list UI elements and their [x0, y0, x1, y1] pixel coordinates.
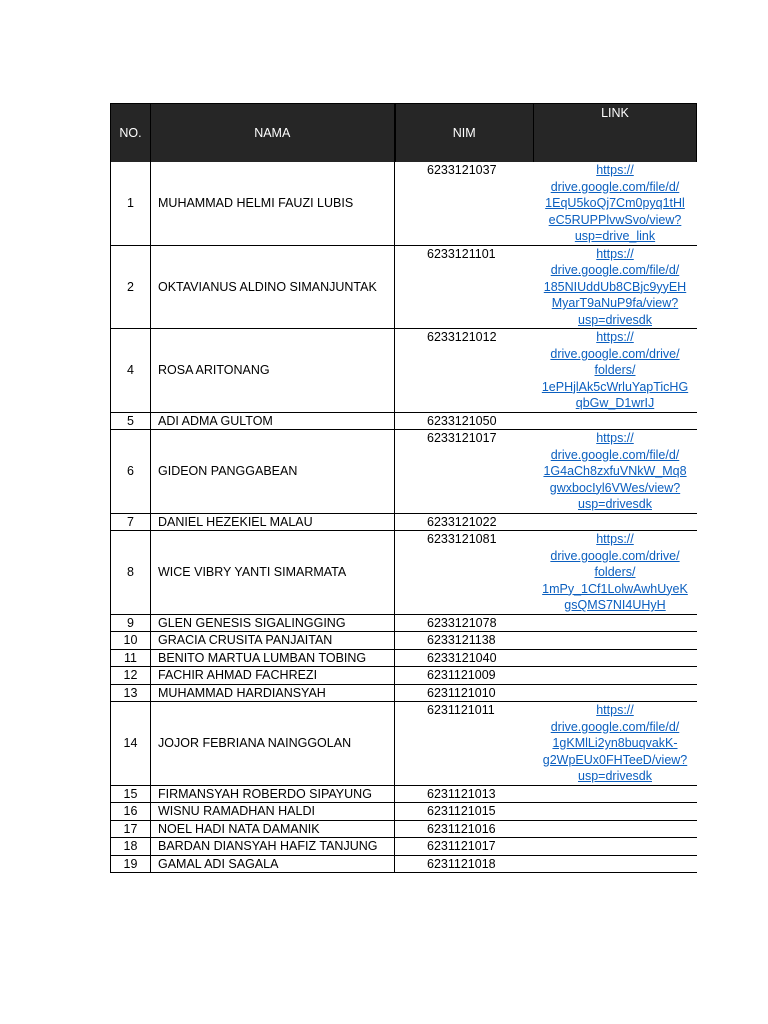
link-cell: [534, 855, 697, 873]
student-name: FIRMANSYAH ROBERDO SIPAYUNG: [151, 785, 395, 803]
drive-link[interactable]: [536, 162, 695, 245]
table-row: [111, 702, 697, 786]
table-row: [111, 614, 697, 632]
link-cell: [534, 162, 697, 245]
drive-link-line: usp=drivesdk: [578, 769, 652, 783]
drive-link-line: gwxbocIyl6VWes/view?: [549, 480, 681, 495]
drive-link-line: https://: [596, 163, 634, 177]
row-number: 17: [111, 820, 151, 838]
drive-link-line: https://: [596, 532, 634, 546]
table-row: [111, 649, 697, 667]
row-number: 18: [111, 838, 151, 856]
drive-link-line: folders/: [594, 363, 636, 377]
row-number: 11: [111, 649, 151, 667]
drive-link-line: MyarT9aNuP9fa/view?: [551, 296, 679, 310]
table-row: [111, 531, 697, 615]
link-cell: [534, 329, 697, 413]
student-name: FACHIR AHMAD FACHREZI: [151, 667, 395, 685]
student-name: GIDEON PANGGABEAN: [151, 430, 395, 514]
student-name: GAMAL ADI SAGALA: [151, 855, 395, 873]
drive-link-line: drive.google.com/file/d/: [550, 263, 680, 277]
student-nim: 6233121081: [395, 531, 534, 615]
drive-link[interactable]: [536, 531, 695, 614]
row-number: 13: [111, 684, 151, 702]
drive-link-line: folders/: [594, 565, 636, 579]
link-cell: [534, 531, 697, 615]
table-row: [111, 838, 697, 856]
student-name: BARDAN DIANSYAH HAFIZ TANJUNG: [151, 838, 395, 856]
drive-link-line: g2WpEUx0FHTeeD/view?: [542, 752, 688, 767]
student-name: MUHAMMAD HELMI FAUZI LUBIS: [151, 162, 395, 245]
table-row: [111, 803, 697, 821]
row-number: 7: [111, 513, 151, 531]
student-nim: 6231121010: [395, 684, 534, 702]
drive-link-line: usp=drivesdk: [578, 497, 652, 511]
student-nim: 6233121138: [395, 632, 534, 650]
table-row: [111, 667, 697, 685]
drive-link-line: usp=drivesdk: [578, 312, 652, 327]
student-name: BENITO MARTUA LUMBAN TOBING: [151, 649, 395, 667]
link-cell: [534, 684, 697, 702]
drive-link-line: 1G4aCh8zxfuVNkW_Mq8: [543, 464, 687, 478]
drive-link-line: gsQMS7NI4UHyH: [564, 598, 666, 612]
student-nim: 6231121013: [395, 785, 534, 803]
student-nim: 6231121016: [395, 820, 534, 838]
table-row: [111, 820, 697, 838]
drive-link-line: drive.google.com/drive/: [550, 548, 680, 563]
table-row: [111, 632, 697, 650]
student-name: GRACIA CRUSITA PANJAITAN: [151, 632, 395, 650]
table-row: [111, 785, 697, 803]
drive-link-line: 1gKMlLi2yn8buqvakK-: [552, 736, 678, 750]
student-name: GLEN GENESIS SIGALINGGING: [151, 614, 395, 632]
link-cell: [534, 803, 697, 821]
row-number: 6: [111, 430, 151, 514]
student-name: OKTAVIANUS ALDINO SIMANJUNTAK: [151, 245, 395, 329]
table-row: [111, 245, 697, 329]
drive-link-line: https://: [596, 431, 634, 445]
row-number: 1: [111, 162, 151, 245]
student-nim: 6233121078: [395, 614, 534, 632]
drive-link[interactable]: [536, 246, 695, 329]
table-row: [111, 412, 697, 430]
student-nim: 6233121040: [395, 649, 534, 667]
row-number: 10: [111, 632, 151, 650]
table-row: [111, 684, 697, 702]
row-number: 12: [111, 667, 151, 685]
student-nim: 6231121017: [395, 838, 534, 856]
row-number: 19: [111, 855, 151, 873]
link-cell: [534, 614, 697, 632]
drive-link-line: drive.google.com/file/d/: [550, 719, 680, 734]
drive-link-line: 1EqU5koQj7Cm0pyq1tHl: [545, 196, 685, 210]
student-nim: 6231121009: [395, 667, 534, 685]
student-name: WICE VIBRY YANTI SIMARMATA: [151, 531, 395, 615]
row-number: 16: [111, 803, 151, 821]
student-name: JOJOR FEBRIANA NAINGGOLAN: [151, 702, 395, 786]
link-cell: [534, 702, 697, 786]
row-number: 14: [111, 702, 151, 786]
student-nim: 6233121012: [395, 329, 534, 413]
student-name: DANIEL HEZEKIEL MALAU: [151, 513, 395, 531]
header-row: [111, 104, 697, 163]
student-name: WISNU RAMADHAN HALDI: [151, 803, 395, 821]
link-cell: [534, 245, 697, 329]
row-number: 15: [111, 785, 151, 803]
drive-link-line: usp=drive_link: [574, 229, 656, 243]
link-cell: [534, 838, 697, 856]
drive-link-line: eC5RUPPlvwSvo/view?: [548, 212, 682, 227]
table-row: [111, 329, 697, 413]
row-number: 9: [111, 614, 151, 632]
drive-link-line: https://: [596, 330, 634, 344]
drive-link-line: 1mPy_1Cf1LolwAwhUyeK: [542, 581, 688, 596]
student-name: ROSA ARITONANG: [151, 329, 395, 413]
link-cell: [534, 430, 697, 514]
header-no: NO.: [111, 104, 151, 163]
link-cell: [534, 513, 697, 531]
link-cell: [534, 820, 697, 838]
drive-link-line: qbGw_D1wrIJ: [575, 396, 655, 410]
student-nim: 6233121017: [395, 430, 534, 514]
table-body: [111, 162, 697, 873]
drive-link[interactable]: [536, 702, 695, 785]
student-nim: 6231121018: [395, 855, 534, 873]
student-nim: 6233121050: [395, 412, 534, 430]
link-cell: [534, 785, 697, 803]
student-name: MUHAMMAD HARDIANSYAH: [151, 684, 395, 702]
row-number: 2: [111, 245, 151, 329]
drive-link-line: drive.google.com/file/d/: [550, 179, 680, 194]
row-number: 5: [111, 412, 151, 430]
student-name: ADI ADMA GULTOM: [151, 412, 395, 430]
row-number: 4: [111, 329, 151, 413]
student-nim: 6231121011: [395, 702, 534, 786]
table-row: [111, 855, 697, 873]
row-number: 8: [111, 531, 151, 615]
link-cell: [534, 632, 697, 650]
student-name: NOEL HADI NATA DAMANIK: [151, 820, 395, 838]
table-row: [111, 513, 697, 531]
student-nim: 6233121101: [395, 245, 534, 329]
drive-link-line: drive.google.com/file/d/: [550, 447, 680, 462]
drive-link-line: drive.google.com/drive/: [550, 346, 680, 361]
drive-link-line: 1ePHjlAk5cWrluYapTicHG: [541, 379, 689, 394]
link-cell: [534, 649, 697, 667]
table-row: [111, 430, 697, 514]
student-nim: 6231121015: [395, 803, 534, 821]
student-nim: 6233121037: [395, 162, 534, 245]
drive-link[interactable]: [536, 329, 695, 412]
header-link: LINK: [534, 104, 697, 163]
drive-link-line: https://: [596, 246, 634, 261]
student-table: [110, 103, 697, 873]
student-nim: 6233121022: [395, 513, 534, 531]
drive-link-line: https://: [596, 703, 634, 717]
table-row: [111, 162, 697, 245]
header-nama: NAMA: [151, 104, 395, 163]
drive-link-line: 185NIUddUb8CBjc9yyEH: [543, 279, 687, 294]
link-cell: [534, 667, 697, 685]
link-cell: [534, 412, 697, 430]
header-nim: NIM: [395, 104, 534, 163]
drive-link[interactable]: [536, 430, 695, 513]
